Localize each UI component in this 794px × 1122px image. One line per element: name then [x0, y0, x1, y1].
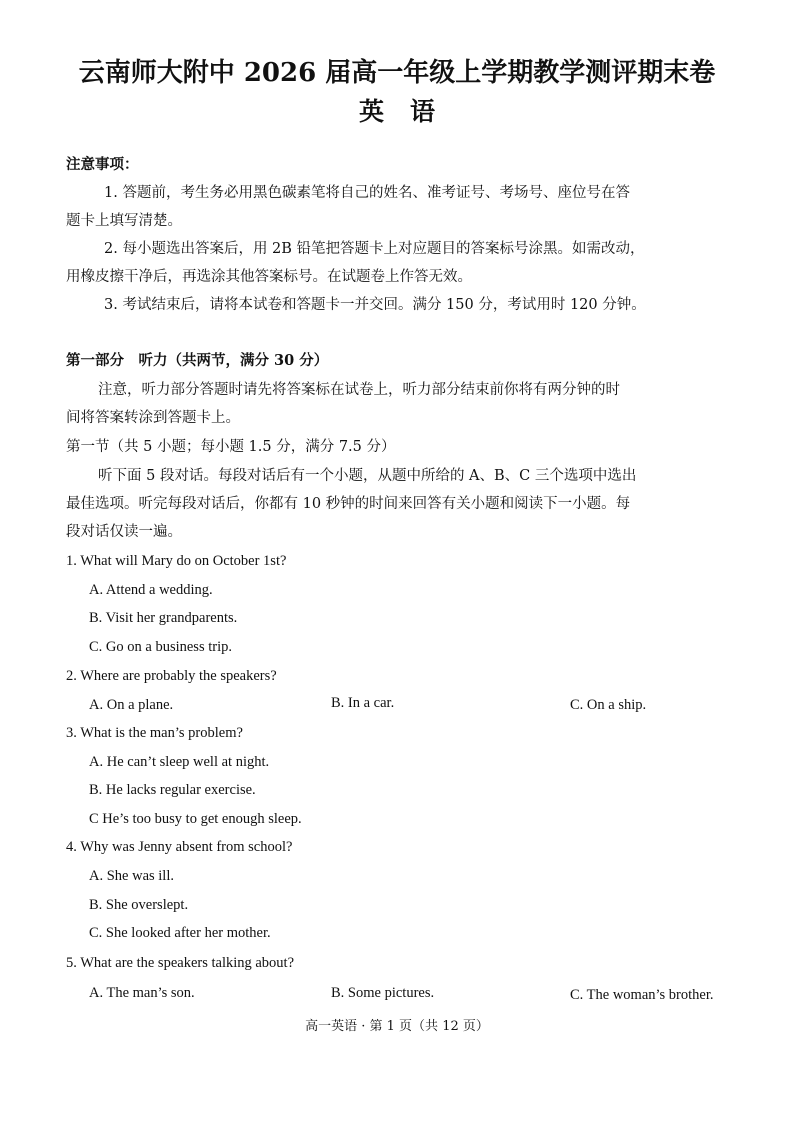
question-4: 4. Why was Jenny absent from school? — [66, 839, 293, 855]
part1-note-line-1: 注意，听力部分答题时请先将答案标在试卷上，听力部分结束前你将有两分钟的时 — [98, 382, 620, 398]
question-5-option-b: B. Some pictures. — [331, 985, 435, 1001]
question-4-option-c: C. She looked after her mother. — [89, 925, 271, 941]
notice-item-3: 3. 考试结束后，请将本试卷和答题卡一并交回。满分 150 分，考试用时 120 分钟。 — [104, 297, 646, 313]
section1-heading: 第一节（共 5 小题；每小题 1.5 分，满分 7.5 分） — [66, 439, 396, 455]
question-2-option-b: B. In a car. — [331, 695, 395, 711]
question-1-option-b: B. Visit her grandparents. — [89, 610, 238, 626]
notice-item-2: 2. 每小题选出答案后，用 2B 铅笔把答题卡上对应题目的答案标号涂黑。如需改动， — [104, 241, 645, 257]
notice-item-1: 1. 答题前，考生务必用黑色碳素笔将自己的姓名、准考证号、考场号、座位号在答 — [104, 185, 630, 201]
section1-instruction-3: 段对话仅读一遍。 — [66, 524, 182, 540]
question-5-option-c: C. The woman’s brother. — [570, 987, 714, 1003]
question-3-option-b: B. He lacks regular exercise. — [89, 782, 256, 798]
exam-title: 云南师大附中 2026 届高一年级上学期教学测评期末卷 — [78, 58, 716, 88]
question-4-option-a: A. She was ill. — [89, 868, 174, 884]
notice-item-2-cont: 用橡皮擦干净后，再选涂其他答案标号。在试题卷上作答无效。 — [66, 269, 472, 285]
section1-instruction-1: 听下面 5 段对话。每段对话后有一个小题，从题中所给的 A、B、C 三个选项中选出 — [98, 468, 637, 484]
question-2: 2. Where are probably the speakers? — [66, 668, 277, 684]
part1-note-line-2: 间将答案转涂到答题卡上。 — [66, 410, 240, 426]
question-3-option-c: C He’s too busy to get enough sleep. — [89, 811, 302, 827]
section1-instruction-2: 最佳选项。听完每段对话后，你都有 10 秒钟的时间来回答有关小题和阅读下一小题。每 — [66, 496, 631, 512]
question-1-option-c: C. Go on a business trip. — [89, 639, 232, 655]
question-2-option-a: A. On a plane. — [89, 697, 174, 713]
question-3-option-a: A. He can’t sleep well at night. — [89, 754, 270, 770]
question-4-option-b: B. She overslept. — [89, 897, 189, 913]
question-5: 5. What are the speakers talking about? — [66, 955, 295, 971]
notice-heading: 注意事项： — [66, 156, 139, 173]
question-5-option-a: A. The man’s son. — [89, 985, 195, 1001]
exam-subject: 英语 — [358, 97, 461, 126]
question-3: 3. What is the man’s problem? — [66, 725, 243, 741]
part1-heading: 第一部分 听力（共两节，满分 30 分） — [66, 352, 329, 369]
question-2-option-c: C. On a ship. — [570, 697, 647, 713]
question-1-option-a: A. Attend a wedding. — [89, 582, 213, 598]
notice-item-1-cont: 题卡上填写清楚。 — [66, 213, 182, 229]
page-footer: 高一英语 · 第 1 页（共 12 页） — [305, 1019, 489, 1034]
question-1: 1. What will Mary do on October 1st? — [66, 553, 287, 569]
